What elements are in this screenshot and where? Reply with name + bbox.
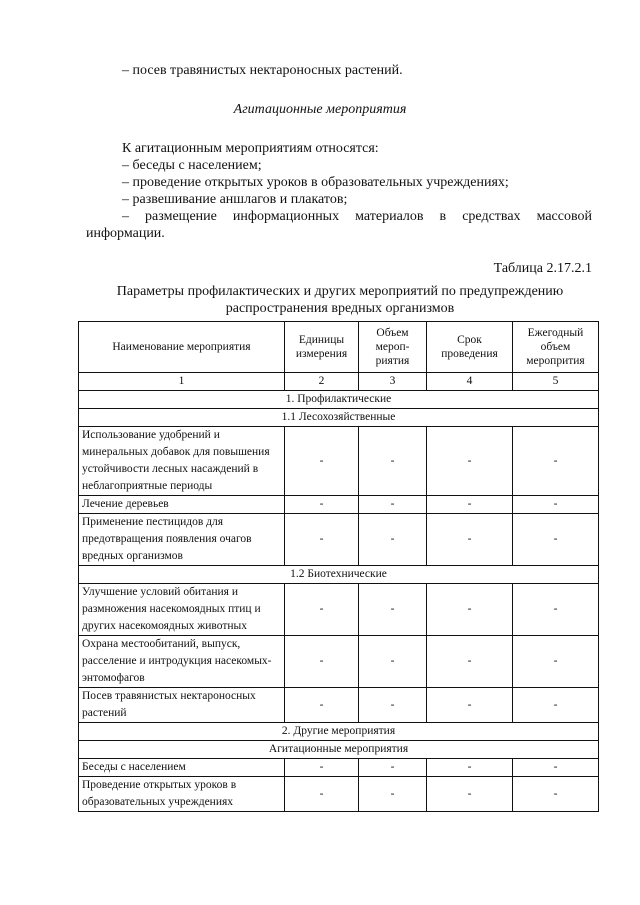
- parameters-table: [78, 321, 599, 812]
- table-cell: -: [285, 759, 359, 777]
- table-cell: -: [427, 514, 513, 566]
- table-caption-line: Параметры профилактических и других мероприятий по предупреждению: [116, 284, 564, 299]
- table-number: Таблица 2.17.2.1: [493, 261, 592, 276]
- list-item: – развешивание аншлагов и плакатов;: [122, 192, 348, 207]
- header-cell-line: Срок: [457, 334, 482, 346]
- table-cell: -: [427, 759, 513, 777]
- table-cell: -: [359, 636, 427, 688]
- table-section-row: [79, 391, 599, 409]
- table-cell: -: [359, 777, 427, 812]
- table-cell: -: [359, 759, 427, 777]
- table-cell: -: [513, 427, 599, 496]
- table-row: [79, 759, 599, 777]
- table-cell: -: [513, 584, 599, 636]
- table-cell: -: [513, 496, 599, 514]
- table-cell: 5: [513, 373, 599, 391]
- table-section-row: [79, 566, 599, 584]
- table-cell: -: [285, 496, 359, 514]
- table-cell: -: [359, 496, 427, 514]
- table-cell: 1: [79, 373, 285, 391]
- table-row: [79, 496, 599, 514]
- section-heading: Агитационные мероприятия: [233, 102, 407, 117]
- header-cell-line: Ежегодный: [527, 327, 584, 339]
- table-cell: -: [285, 584, 359, 636]
- list-item: – беседы с населением;: [122, 158, 262, 173]
- table-cell: Применение пестицидов для предотвращения появления очагов вредных организмов: [79, 514, 285, 566]
- table-number-row: [79, 373, 599, 391]
- table-cell: Охрана местообитаний, выпуск, расселение и интродукция насекомых-энтомофагов: [79, 636, 285, 688]
- section-cell: 1.1 Лесохозяйственные: [79, 409, 599, 427]
- header-cell-line: Единицы: [298, 334, 345, 346]
- table-cell: -: [285, 514, 359, 566]
- table-cell: -: [427, 427, 513, 496]
- header-cell: Наименование мероприятия: [79, 322, 285, 373]
- table-cell: Посев травянистых нектароносных растений: [79, 688, 285, 723]
- table-section-row: [79, 723, 599, 741]
- list-item-continuation: информации.: [86, 226, 165, 241]
- table-cell: 3: [359, 373, 427, 391]
- section-cell: 1. Профилактические: [79, 391, 599, 409]
- header-cell-line: проведения: [441, 348, 498, 360]
- table-row: [79, 636, 599, 688]
- intro-line: К агитационным мероприятиям относятся:: [122, 141, 379, 156]
- table-cell: -: [285, 427, 359, 496]
- table-section-row: [79, 409, 599, 427]
- section-cell: 2. Другие мероприятия: [79, 723, 599, 741]
- header-cell-line: меропрития: [526, 355, 585, 367]
- table-cell: -: [513, 777, 599, 812]
- table-caption-line: распространения вредных организмов: [225, 301, 455, 316]
- table-cell: 4: [427, 373, 513, 391]
- table-header-row: [79, 322, 599, 373]
- header-cell: [285, 322, 359, 373]
- section-cell: Агитационные мероприятия: [79, 741, 599, 759]
- table-cell: -: [359, 584, 427, 636]
- header-cell-line: мероп-: [375, 341, 410, 353]
- header-cell-line: риятия: [375, 355, 410, 367]
- table-cell: -: [285, 636, 359, 688]
- text-line: – посев травянистых нектароносных растений.: [122, 63, 403, 78]
- header-cell: [359, 322, 427, 373]
- table-cell: -: [359, 688, 427, 723]
- list-item: – проведение открытых уроков в образовательных учреждениях;: [122, 175, 509, 190]
- table-cell: -: [513, 636, 599, 688]
- table-cell: 2: [285, 373, 359, 391]
- header-cell: [427, 322, 513, 373]
- table-cell: -: [285, 688, 359, 723]
- section-cell: 1.2 Биотехнические: [79, 566, 599, 584]
- table-cell: Использование удобрений и минеральных добавок для повышения устойчивости лесных насаждений в неблагоприятные периоды: [79, 427, 285, 496]
- table-cell: -: [427, 777, 513, 812]
- table-cell: Лечение деревьев: [79, 496, 285, 514]
- table-row: [79, 514, 599, 566]
- header-cell-line: измерения: [295, 348, 348, 360]
- table-cell: -: [427, 584, 513, 636]
- table-row: [79, 777, 599, 812]
- header-cell-line: Объем: [376, 327, 409, 339]
- table-cell: -: [359, 514, 427, 566]
- table-cell: -: [427, 636, 513, 688]
- list-item: – размещение информационных материалов в средствах массовой: [122, 209, 592, 224]
- table-cell: Беседы с населением: [79, 759, 285, 777]
- table-cell: -: [285, 777, 359, 812]
- table-cell: -: [359, 427, 427, 496]
- table-row: [79, 688, 599, 723]
- table-section-row: [79, 741, 599, 759]
- table-cell: -: [427, 688, 513, 723]
- table-cell: -: [513, 759, 599, 777]
- table-cell: Улучшение условий обитания и размножения насекомоядных птиц и других насекомоядных животных: [79, 584, 285, 636]
- table-row: [79, 584, 599, 636]
- table-row: [79, 427, 599, 496]
- header-cell: [513, 322, 599, 373]
- table-cell: -: [513, 688, 599, 723]
- table-cell: -: [427, 496, 513, 514]
- table-cell: -: [513, 514, 599, 566]
- table-cell: Проведение открытых уроков в образовательных учреждениях: [79, 777, 285, 812]
- header-cell-line: объем: [540, 341, 571, 353]
